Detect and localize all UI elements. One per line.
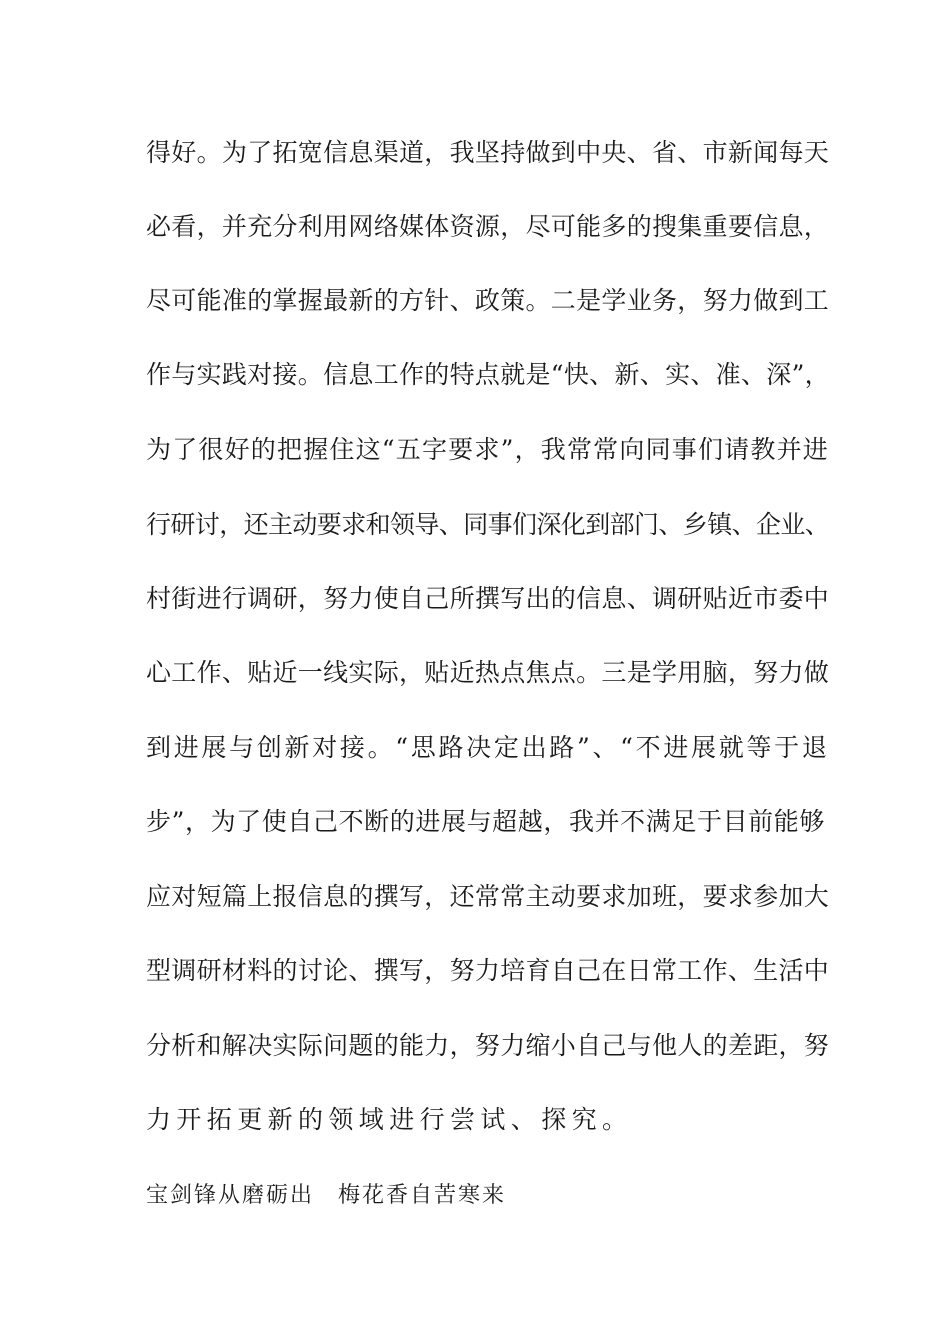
paragraph-line: 分析和解决实际问题的能力，努力缩小自己与他人的差距，努 bbox=[146, 1031, 830, 1060]
paragraph-line: 应对短篇上报信息的撰写，还常常主动要求加班，要求参加大 bbox=[146, 882, 830, 911]
paragraph-line: 作与实践对接。信息工作的特点就是“快、新、实、准、深”， bbox=[146, 360, 830, 389]
paragraph-line: 必看，并充分利用网络媒体资源，尽可能多的搜集重要信息， bbox=[146, 212, 830, 241]
paragraph-line: 型调研材料的讨论、撰写，努力培育自己在日常工作、生活中 bbox=[146, 956, 830, 985]
paragraph-line: 心工作、贴近一线实际，贴近热点焦点。三是学用脑，努力做 bbox=[146, 658, 830, 687]
paragraph-line: 为了很好的把握住这“五字要求”，我常常向同事们请教并进 bbox=[146, 435, 829, 464]
paragraph-line: 行研讨，还主动要求和领导、同事们深化到部门、乡镇、企业、 bbox=[146, 510, 830, 539]
paragraph-line: 村街进行调研，努力使自己所撰写出的信息、调研贴近市委中 bbox=[146, 584, 830, 613]
section-heading: 宝剑锋从磨砺出 梅花香自苦寒来 bbox=[146, 1183, 507, 1208]
paragraph-line: 到进展与创新对接。“思路决定出路”、“不进展就等于退 bbox=[146, 733, 830, 762]
paragraph-line: 力开拓更新的领域进行尝试、探究。 bbox=[146, 1105, 633, 1134]
paragraph-line: 得好。为了拓宽信息渠道，我坚持做到中央、省、市新闻每天 bbox=[146, 138, 830, 167]
paragraph-line: 步”，为了使自己不断的进展与超越，我并不满足于目前能够 bbox=[146, 807, 825, 836]
paragraph-line: 尽可能准的掌握最新的方针、政策。二是学业务，努力做到工 bbox=[146, 286, 830, 315]
